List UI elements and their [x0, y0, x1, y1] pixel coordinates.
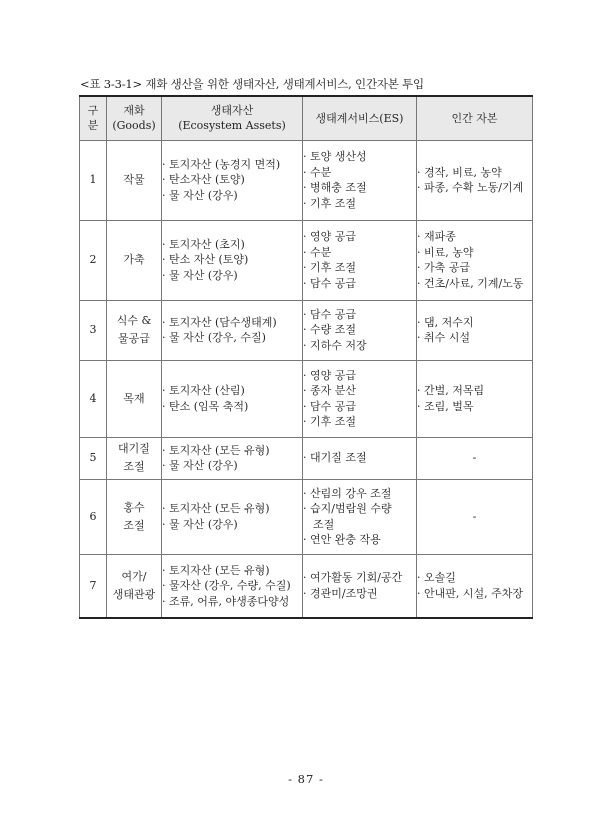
- capital-item: · 댐, 저수지: [417, 315, 474, 329]
- capital-item: · 취수 시설: [417, 331, 470, 344]
- table-row: [80, 360, 533, 437]
- header-services: [303, 96, 417, 140]
- service-item: · 기후 조절: [303, 196, 356, 210]
- capital-item: · 조림, 벌목: [417, 399, 474, 413]
- row-number: 4: [80, 360, 107, 437]
- assets-cell: [162, 360, 303, 437]
- service-item: · 영양 공급: [303, 368, 356, 382]
- capital-item: -: [472, 509, 477, 523]
- goods-cell: [107, 360, 162, 437]
- asset-item: · 물자산 (강우, 수량, 수질): [162, 579, 291, 592]
- goods-label: 조절: [123, 518, 145, 532]
- service-item: · 담수 공급: [303, 399, 356, 413]
- service-item: · 담수 공급: [303, 276, 356, 290]
- services-cell: [303, 140, 417, 220]
- services-cell: [303, 437, 417, 479]
- service-item: · 수분: [303, 245, 332, 259]
- table-row: [80, 554, 533, 618]
- capital-cell: [417, 479, 533, 554]
- goods-label: 식수 &: [116, 314, 152, 327]
- goods-label: 대기질: [118, 442, 150, 455]
- goods-cell: [107, 220, 162, 300]
- header-goods-line2: (Goods): [112, 119, 156, 133]
- capital-item: · 간벌, 저목림: [417, 384, 485, 397]
- service-item: · 경관미/조망권: [303, 586, 378, 600]
- header-capital-label: 인간 자본: [451, 111, 498, 125]
- services-cell: [303, 360, 417, 437]
- capital-cell: [417, 360, 533, 437]
- row-number: 3: [80, 300, 107, 360]
- table-row: [80, 140, 533, 220]
- services-cell: [303, 220, 417, 300]
- service-item: · 기후 조절: [303, 415, 356, 428]
- service-item: · 대기질 조절: [303, 451, 367, 465]
- header-division: [80, 96, 107, 140]
- service-item: · 연안 완충 작용: [303, 533, 381, 546]
- asset-item: · 탄소 (임목 축적): [162, 399, 249, 413]
- row-number: 5: [80, 437, 107, 479]
- goods-label: 조절: [123, 460, 145, 473]
- capital-cell: [417, 554, 533, 618]
- table-row: [80, 437, 533, 479]
- service-item: · 습지/범람원 수량: [303, 502, 392, 515]
- capital-item: · 안내판, 시설, 주차장: [417, 586, 523, 600]
- asset-item: · 토지자산 (농경지 면적): [162, 157, 281, 171]
- service-item: · 담수 공급: [303, 307, 356, 321]
- asset-item: · 토지자산 (담수생태계): [162, 315, 277, 329]
- service-item: · 토양 생산성: [303, 150, 367, 163]
- asset-item: · 물 자산 (강우): [162, 459, 238, 472]
- header-goods-line1: 재화: [123, 104, 145, 118]
- asset-item: · 탄소자산 (토양): [162, 173, 245, 187]
- asset-item: · 토지자산 (모든 유형): [162, 443, 270, 457]
- capital-item: · 경작, 비료, 농약: [417, 165, 502, 179]
- service-item: · 수분: [303, 165, 332, 179]
- header-division-line1: 구: [87, 104, 99, 118]
- asset-item: · 물 자산 (강우, 수질): [162, 331, 266, 344]
- asset-item: · 토지자산 (모든 유형): [162, 563, 270, 577]
- asset-item: · 조류, 어류, 야생종다양성: [162, 594, 290, 608]
- goods-label: 작물: [123, 173, 145, 186]
- service-item: · 기후 조절: [303, 261, 356, 274]
- header-capital: [417, 96, 533, 140]
- asset-item: · 토지자산 (산림): [162, 384, 245, 397]
- goods-label: 가축: [123, 253, 145, 266]
- goods-cell: [107, 140, 162, 220]
- capital-item: · 파종, 수확 노동/기계: [417, 181, 524, 194]
- asset-item: · 물 자산 (강우): [162, 268, 238, 282]
- capital-cell: [417, 140, 533, 220]
- service-item: 조절: [313, 517, 335, 531]
- capital-item: · 가축 공급: [417, 261, 470, 274]
- assets-cell: [162, 220, 303, 300]
- goods-input-table: [79, 95, 533, 619]
- assets-cell: [162, 300, 303, 360]
- assets-cell: [162, 437, 303, 479]
- goods-cell: [107, 479, 162, 554]
- capital-cell: [417, 437, 533, 479]
- service-item: · 지하수 저장: [303, 338, 367, 352]
- goods-label: 물공급: [118, 332, 150, 345]
- table-row: [80, 479, 533, 554]
- asset-item: · 토지자산 (초지): [162, 237, 245, 251]
- header-division-line2: 분: [87, 119, 99, 133]
- capital-item: · 건초/사료, 기계/노동: [417, 276, 524, 290]
- table-header-row: [80, 96, 533, 140]
- service-item: · 병해충 조절: [303, 181, 367, 194]
- capital-item: · 비료, 농약: [417, 245, 474, 259]
- goods-label: 여가/: [121, 569, 147, 583]
- capital-item: · 오솔길: [417, 571, 456, 585]
- table-row: [80, 220, 533, 300]
- service-item: · 산림의 강우 조절: [303, 486, 392, 500]
- goods-label: 목재: [123, 391, 145, 405]
- table-row: [80, 300, 533, 360]
- header-assets-line1: 생태자산: [210, 104, 254, 118]
- header-assets-line2: (Ecosystem Assets): [178, 119, 286, 133]
- header-services-label: 생태계서비스(ES): [315, 111, 404, 125]
- capital-item: -: [472, 451, 477, 465]
- page-number: - 87 -: [288, 772, 324, 786]
- header-assets: [162, 96, 303, 140]
- row-number: 1: [80, 140, 107, 220]
- asset-item: · 토지자산 (모든 유형): [162, 502, 270, 515]
- asset-item: · 물 자산 (강우): [162, 188, 238, 202]
- goods-label: 홍수: [123, 500, 145, 514]
- capital-item: · 재파종: [417, 230, 456, 243]
- capital-cell: [417, 220, 533, 300]
- goods-label: 생태관광: [112, 587, 156, 601]
- service-item: · 영양 공급: [303, 230, 356, 243]
- assets-cell: [162, 140, 303, 220]
- row-number: 7: [80, 554, 107, 618]
- service-item: · 종자 분산: [303, 384, 356, 397]
- goods-cell: [107, 300, 162, 360]
- table-caption: <표 3-3-1> 재화 생산을 위한 생태자산, 생태계서비스, 인간자본 투입: [80, 77, 424, 91]
- header-goods: [107, 96, 162, 140]
- row-number: 6: [80, 479, 107, 554]
- asset-item: · 탄소 자산 (토양): [162, 253, 249, 267]
- assets-cell: [162, 554, 303, 618]
- services-cell: [303, 554, 417, 618]
- capital-cell: [417, 300, 533, 360]
- asset-item: · 물 자산 (강우): [162, 517, 238, 531]
- services-cell: [303, 300, 417, 360]
- service-item: · 수량 조절: [303, 323, 356, 337]
- row-number: 2: [80, 220, 107, 300]
- service-item: · 여가활동 기회/공간: [303, 571, 403, 585]
- goods-cell: [107, 437, 162, 479]
- services-cell: [303, 479, 417, 554]
- goods-cell: [107, 554, 162, 618]
- assets-cell: [162, 479, 303, 554]
